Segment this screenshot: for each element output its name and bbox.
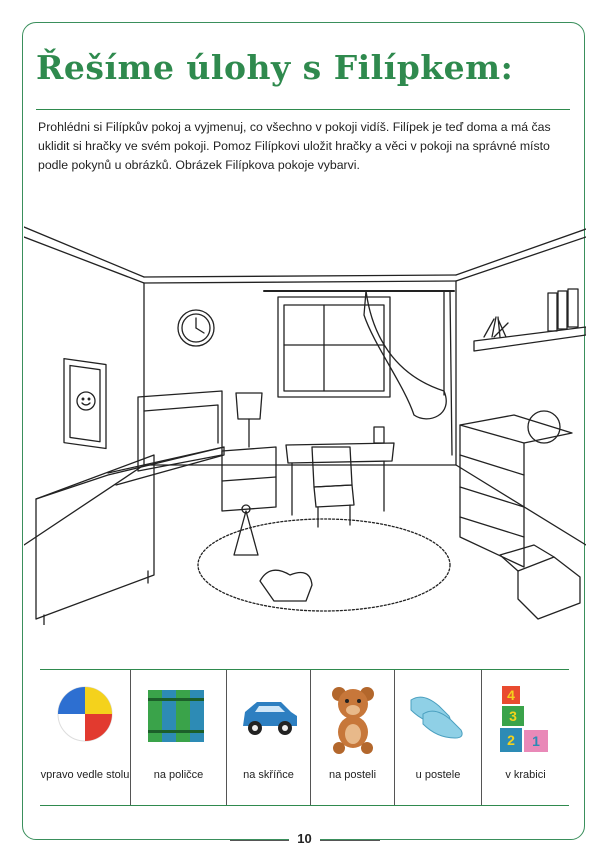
title-divider [36, 109, 570, 110]
task-cell-books [131, 670, 227, 805]
task-cell-car [227, 670, 311, 805]
room-walls [24, 227, 586, 545]
task-label-car: na skříňce [243, 769, 294, 781]
nightstand [222, 393, 276, 511]
rug [198, 505, 450, 611]
task-cell-ball [40, 670, 131, 805]
page-title: Řešíme úlohy s Filípkem: [36, 48, 514, 87]
task-cell-slippers [395, 670, 482, 805]
task-label-bear: na posteli [328, 769, 377, 781]
room-illustration [24, 215, 586, 625]
sun-picture [64, 359, 106, 449]
cardboard-box [500, 545, 580, 619]
toy-blocks-icon [496, 684, 556, 758]
wall-clock [178, 310, 214, 346]
intro-text: Prohlédni si Filípkův pokoj a vyjmenuj, co všechno v pokoji vidíš. Filípek je teď doma a má čas uklidit si hračky ve svém pokoji. Pomoz Filípkovi uložit hračky a věci v pokoji na správné místo podle pokynů u obrázků. Obrázek Filípkova pokoje vybarvi. [38, 120, 551, 172]
task-cell-bear [311, 670, 395, 805]
toy-car-icon [237, 684, 301, 744]
task-label-slippers: u postele [415, 769, 461, 781]
wall-shelf [474, 289, 586, 351]
task-label-blocks: v krabici [505, 769, 546, 781]
beach-ball-icon [55, 684, 115, 744]
block-label: 4 [506, 687, 515, 703]
task-table [40, 669, 569, 806]
dresser [460, 411, 572, 567]
teddy-bear-icon [325, 684, 381, 754]
window [264, 291, 454, 455]
books-icon [144, 684, 214, 744]
block-label: 1 [531, 733, 540, 749]
block-label: 3 [508, 708, 517, 724]
page-number-text: 10 [289, 831, 319, 846]
page-number [0, 830, 609, 848]
block-label: 2 [506, 732, 515, 748]
task-label-ball: vpravo vedle stolu [40, 769, 130, 781]
slippers-icon [405, 684, 471, 744]
task-cell-blocks [482, 670, 569, 805]
task-label-books: na poličce [153, 769, 204, 781]
desk [286, 427, 394, 527]
